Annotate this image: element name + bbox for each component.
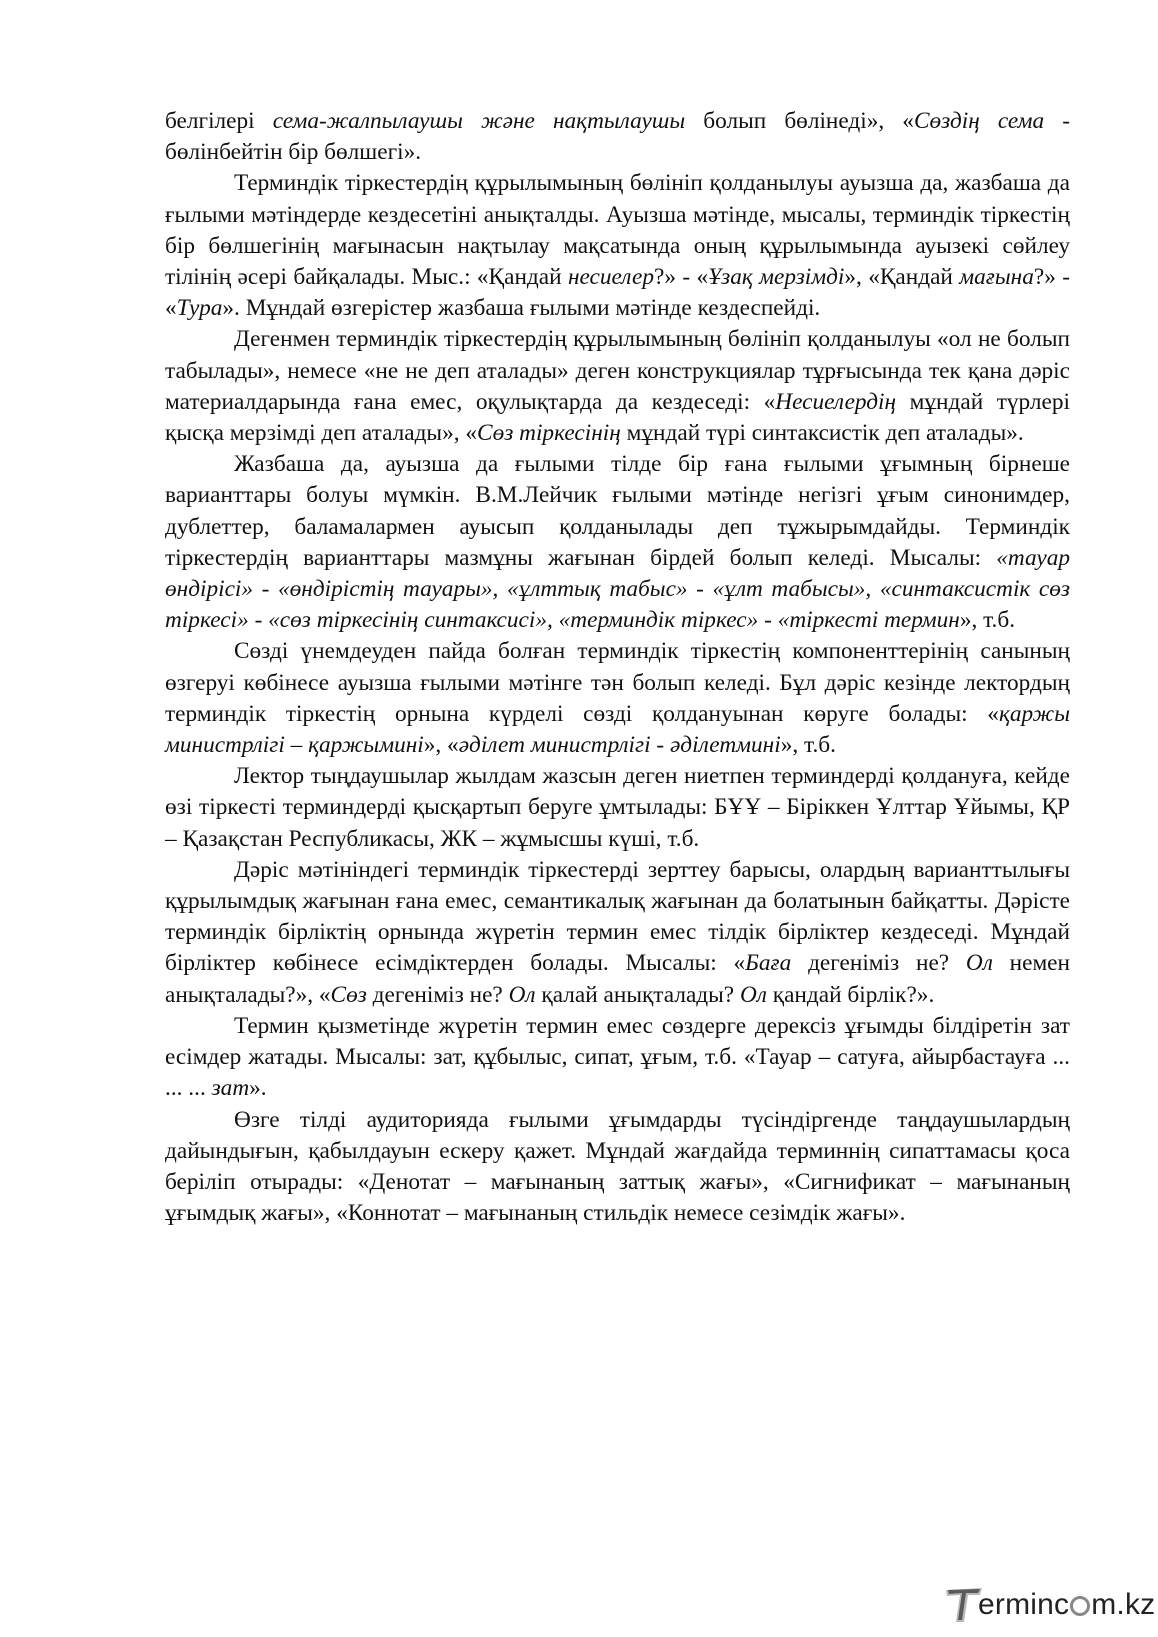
italic-text: Сөздің сема [913,108,1045,134]
text-run: », « [423,732,459,759]
paragraph [165,636,1070,761]
paragraph [165,106,1070,168]
paragraph [165,1105,1070,1230]
text-run: Жазбаша да, ауызша да ғылыми тілде бір ғана ғылыми ұғымның бірнеше варианттары болуы мүмкін. В.М.Лейчик ғылыми мәтінде негізгі ұғым синонимдер, дублеттер, баламалармен ауысып қолданылады деп тұжырымдайды. Терминдік тіркестердің варианттары мазмұны жағынан бірдей болып келеді. Мысалы: [165,451,1070,571]
italic-text: Сөз [330,981,367,1008]
text-run: дегеніміз не? [366,981,509,1008]
text-run: Терминдік тіркестердің құрылымының бөлініп қолданылуы ауызша да, жазбаша да ғылыми мәтіндерде кездесетіні анықталды. Ауызша мәтінде, мысалы, терминдік тіркестің бір бөлшегінің мағынасын нақтылау мақсатында оның құрылымында ауызекі сөйлеу тілінің әсері байқалады. Мыс.: «Қандай [165,170,1070,291]
termincom-watermark-logo [944,1582,1156,1628]
watermark-text-c: c [1054,1588,1070,1621]
paragraph [165,449,1070,636]
text-run: дегеніміз не? [791,950,966,977]
document-page [165,106,1070,1229]
text-run: мұндай түрі синтаксистік деп аталады». [620,420,1024,447]
italic-text: Тура [176,295,223,322]
watermark-o-ring-icon [1070,1596,1090,1616]
text-run: белгілері [165,108,273,134]
watermark-text [944,1586,1155,1624]
text-run: Өзге тілді аудиторияда ғылыми ұғымдарды түсіндіргенде таңдаушылардың дайындығын, қабылдауын ескеру қажет. Мұндай жағдайда терминнің сипаттамасы қоса беріліп отырады: «Денотат – мағынаның заттық жағы», «Сигнификат – мағынаның ұғымдық жағы», «Коннотат – мағынаның стильдік немесе сезімдік жағы». [165,1106,1070,1227]
text-run: - бөлінбейтін бір бөлшегі». [165,108,1071,166]
text-run: », «Қандай [844,264,960,291]
text-run: қалай анықталады? [535,981,740,1008]
text-run: қандай бірлік?». [766,981,935,1008]
italic-text: сема-жалпылаушы және нақтылаушы [272,108,686,134]
text-run: мұндай түрлері қысқа мерзімді деп аталады», « [165,388,1070,447]
italic-text: Ол [965,950,993,977]
watermark-text-part1: ermin [978,1588,1055,1621]
watermark-text-part2: m.kz [1091,1588,1156,1621]
paragraph [165,855,1070,1011]
italic-text: қаржы министрлігі – қаржымині [165,700,1070,759]
text-run: », т.б. [959,607,1016,634]
text-run: Сөзді үнемдеуден пайда болған терминдік тіркестің компоненттерінің санының өзгеруі көбінесе ауызша ғылыми мәтінге тән болып келеді. Бұл дәріс кезінде лектордың терминдік тіркестің орнына күрделі сөзді қолдануынан көруге болады: « [165,638,1070,727]
italic-text: әділет министрлігі - әділетмині [458,732,781,759]
italic-text: мағына [959,264,1034,291]
italic-text: Сөз тіркесінің [477,420,621,447]
text-run: ?» - « [654,264,709,291]
text-run: ». [249,1075,267,1102]
text-run: болып бөлінеді», « [685,108,914,134]
paragraph [165,1011,1070,1105]
text-run: Лектор тыңдаушылар жылдам жазсын деген ниетпен терминдерді қолдануға, кейде өзі тіркесті терминдерді қысқартып беруге ұмтылады: БҰҰ – Біріккен Ұлттар Ұйымы, ҚР – Қазақстан Республикасы, ЖК – жұмысшы күші, т.б. [165,763,1070,852]
italic-text: Ол [508,981,536,1008]
italic-text: Ұзақ мерзімді [708,264,845,291]
italic-text: Баға [745,950,792,977]
paragraph [165,761,1070,855]
italic-text: несиелер [567,264,655,291]
text-run: немен анықталады?», « [165,950,1070,1008]
paragraph [165,324,1070,449]
italic-text: зат [211,1075,250,1102]
text-run: Дегенмен терминдік тіркестердің құрылымының бөлініп қолданылуы «ол не болып табылады», немесе «не не деп аталады» деген конструкциялар тұрғысында тек қана дәріс материалдарында ғана емес, оқулықтарда да кездеседі: « [165,326,1070,415]
text-run: Термин қызметінде жүретін термин емес сөздерге дерексіз ұғымды білдіретін зат есімдер жатады. Мысалы: зат, құбылыс, сипат, ұғым, т.б. «Тауар – сатуға, айырбастауға ... ... ... [165,1012,1070,1102]
italic-text: Ол [739,981,767,1008]
italic-text: «тауар өндірісі» - «өндірістің тауары», «ұлттық табыс» - «ұлт табысы», «синтаксистік сөз тіркесі» - «сөз тіркесінің синтаксисі», «терминдік тіркес» - «тіркесті термин [165,544,1070,634]
paragraph [165,168,1070,324]
text-run: ». Мұндай өзгерістер жазбаша ғылыми мәтінде кездеспейді. [222,295,821,322]
text-run: », т.б. [780,732,836,759]
text-run: ?» - « [165,264,1070,322]
text-run: Дәріс мәтініндегі терминдік тіркестерді зерттеу барысы, олардың варианттылығы құрылымдық жағынан ғана емес, семантикалық жағынан да болатынын байқатты. Дәрісте терминдік бірліктің орнында жүретін термин емес тілдік бірліктер кездеседі. Мұндай бірліктер көбінесе есімдіктерден болады. Мысалы: « [165,856,1070,977]
italic-text: Несиелердің [775,388,897,415]
